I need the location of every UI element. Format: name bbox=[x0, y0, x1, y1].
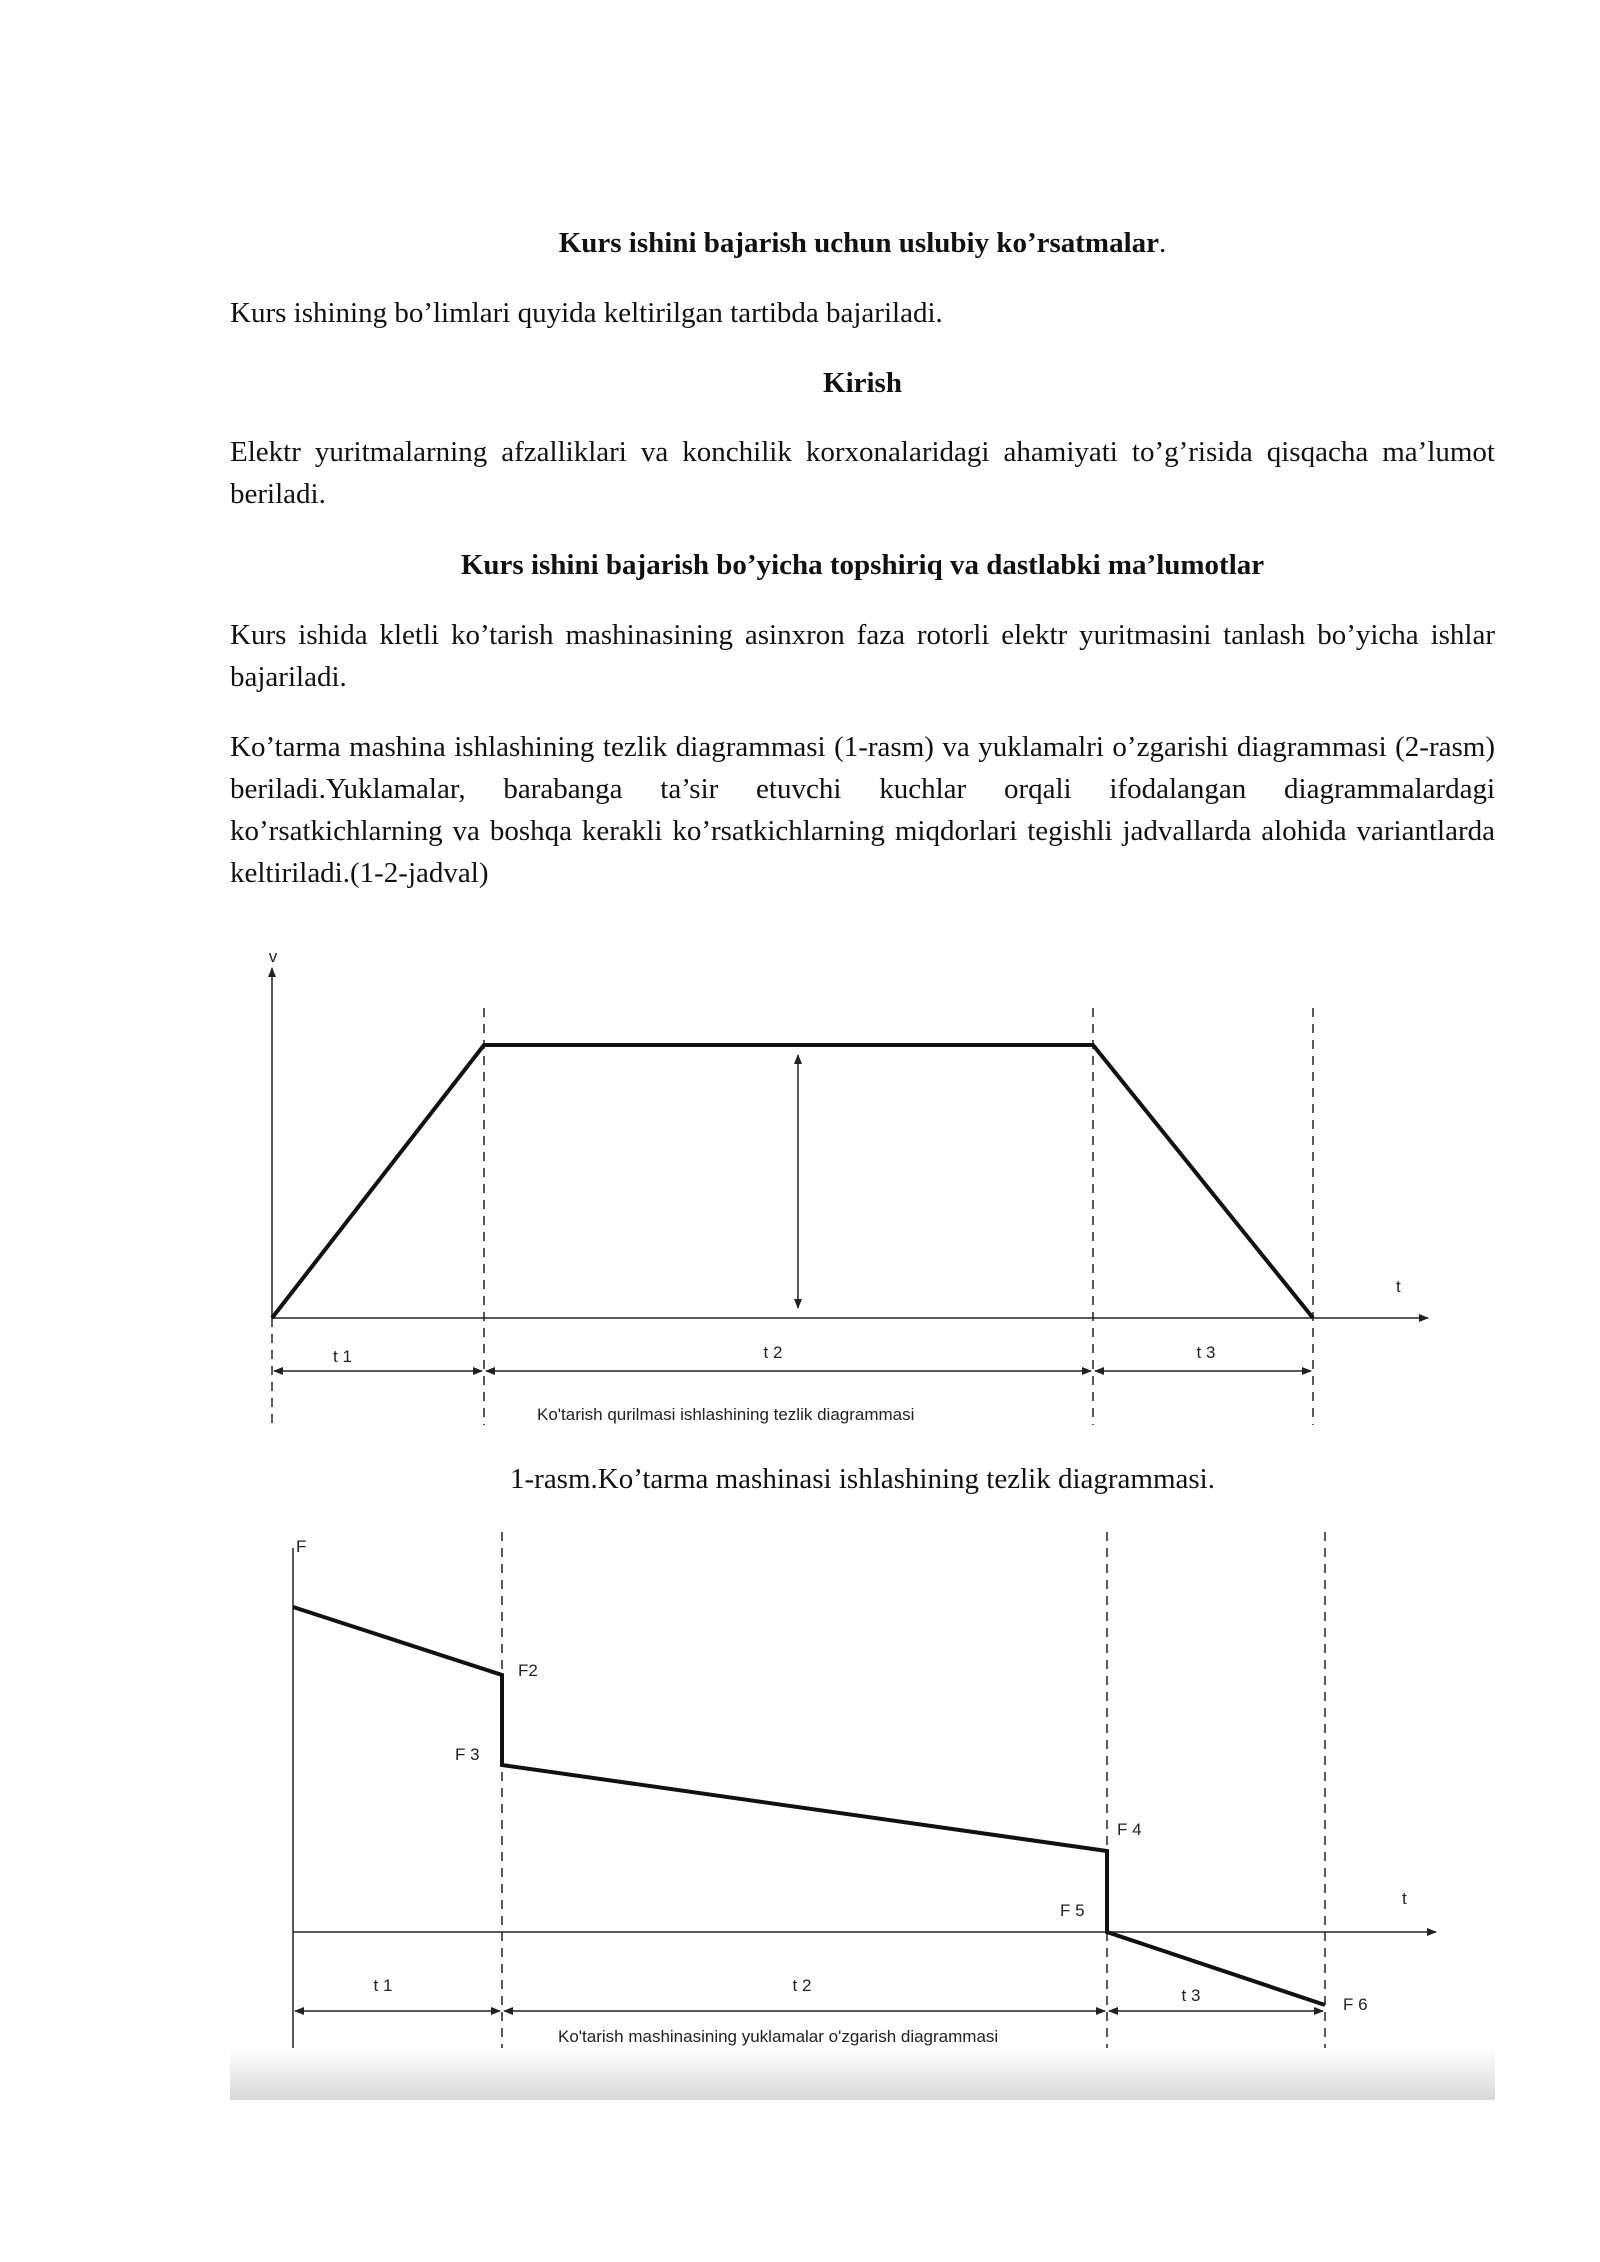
figure-1-caption: 1-rasm.Ko’tarma mashinasi ishlashining tezlik diagrammasi. bbox=[510, 1463, 1215, 1495]
speed-diagram-inner-title: Ko'tarish qurilmasi ishlashining tezlik diagrammasi bbox=[537, 1405, 915, 1424]
diagrams-paragraph: Ko’tarma mashina ishlashining tezlik diagrammasi (1-rasm) va yuklamalri o’zgarishi diagrammasi (2-rasm) beriladi.Yuklamalar, barabanga ta’sir etuvchi kuchlar orqali ifodalangan diagrammalardagi ko’rsatkichlarning va boshqa kerakli ko’rsatkichlarning miqdorlari tegishli jadvallarda alohida variantlarda keltiriladi.(1-2-jadval) bbox=[230, 731, 1495, 889]
load-profile-line bbox=[293, 1607, 1325, 2005]
load-diagram-figure bbox=[0, 1525, 1600, 2060]
f6-label: F 6 bbox=[1343, 1995, 1368, 2014]
heading-kirish: Kirish bbox=[823, 367, 902, 399]
speed-profile-line bbox=[272, 1045, 1313, 1318]
t1-label-2: t 1 bbox=[373, 1976, 393, 1995]
title-period: . bbox=[1159, 227, 1167, 259]
v-axis-label: v bbox=[268, 947, 278, 966]
t3-label: t 3 bbox=[1196, 1343, 1216, 1362]
heading-task: Kurs ishini bajarish bo’yicha topshiriq va dastlabki ma’lumotlar bbox=[460, 549, 1265, 581]
t-axis-label-2: t bbox=[1402, 1889, 1407, 1908]
t1-label: t 1 bbox=[333, 1347, 352, 1366]
t2-label: t 2 bbox=[763, 1343, 783, 1362]
f2-label: F2 bbox=[518, 1661, 538, 1680]
t2-label-2: t 2 bbox=[792, 1976, 812, 1995]
scan-fade-bar bbox=[230, 2048, 1495, 2100]
t-axis-label: t bbox=[1396, 1277, 1401, 1296]
document-title bbox=[230, 222, 1495, 264]
title-text: Kurs ishini bajarish uchun uslubiy ko’rsatmalar bbox=[558, 227, 1160, 259]
task-paragraph: Kurs ishida kletli ko’tarish mashinasining asinxron faza rotorli elektr yuritmasini tanlash bo’yicha ishlar bajariladi. bbox=[230, 619, 1495, 693]
speed-diagram-figure bbox=[0, 940, 1600, 1440]
f4-label: F 4 bbox=[1117, 1820, 1142, 1839]
kirish-paragraph: Elektr yuritmalarning afzalliklari va konchilik korxonalaridagi ahamiyati to’g’risida qisqacha ma’lumot beriladi. bbox=[230, 436, 1495, 510]
intro-paragraph: Kurs ishining bo’limlari quyida keltirilgan tartibda bajariladi. bbox=[230, 297, 943, 329]
f3-label: F 3 bbox=[455, 1745, 480, 1764]
t3-label-2: t 3 bbox=[1181, 1986, 1201, 2005]
f5-label: F 5 bbox=[1060, 1901, 1085, 1920]
load-diagram-inner-title: Ko'tarish mashinasining yuklamalar o'zgarish diagrammasi bbox=[558, 2027, 999, 2046]
f-axis-label: F bbox=[296, 1537, 307, 1556]
